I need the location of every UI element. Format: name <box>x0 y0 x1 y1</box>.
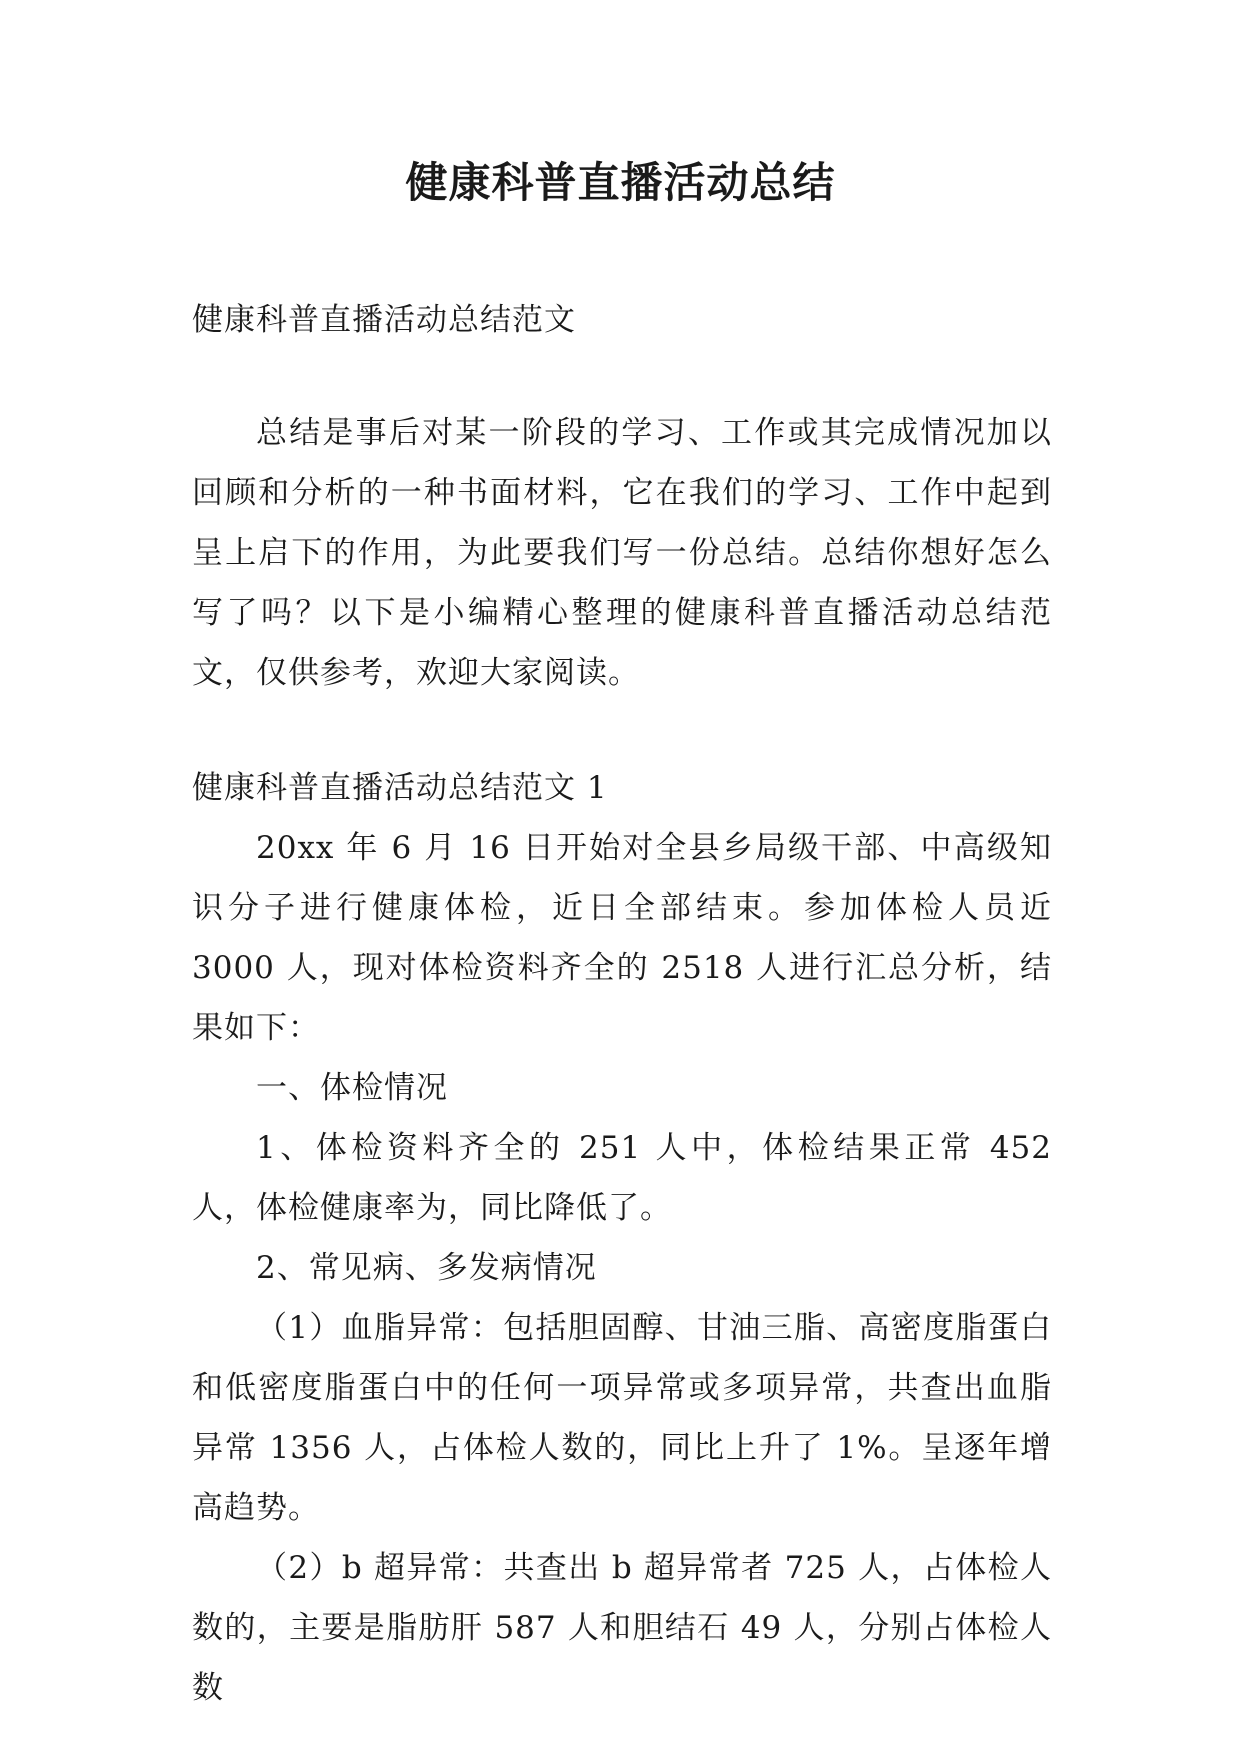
body-paragraph: 2、常见病、多发病情况 <box>256 1250 597 1286</box>
section-heading: 健康科普直播活动总结范文 1 <box>192 770 608 806</box>
body-paragraph: 20xx 年 6 月 16 日开始对全县乡局级干部、中高级知识分子进行健康体检，近日全部结束。参加体检人员近 3000 人，现对体检资料齐全的 2518 人进行汇总分析，结果如下： <box>192 830 1052 1046</box>
document-title: 健康科普直播活动总结 <box>405 158 836 207</box>
intro-paragraph: 总结是事后对某一阶段的学习、工作或其完成情况加以回顾和分析的一种书面材料，它在我们的学习、工作中起到呈上启下的作用，为此要我们写一份总结。总结你想好怎么写了吗？以下是小编精心整理的健康科普直播活动总结范文，仅供参考，欢迎大家阅读。 <box>192 415 1052 691</box>
body-paragraph: 1、体检资料齐全的 251 人中，体检结果正常 452 人，体检健康率为，同比降低了。 <box>192 1130 1052 1226</box>
subtitle-text: 健康科普直播活动总结范文 <box>192 302 576 338</box>
body-paragraph: （1）血脂异常：包括胆固醇、甘油三脂、高密度脂蛋白和低密度脂蛋白中的任何一项异常或多项异常，共查出血脂异常 1356 人，占体检人数的，同比上升了 1%。呈逐年增高趋势。 <box>192 1310 1052 1526</box>
body-paragraph: 一、体检情况 <box>256 1070 448 1106</box>
document-subtitle <box>192 290 1052 350</box>
section-block <box>192 758 1052 1718</box>
intro-block <box>192 403 1052 703</box>
body-paragraph: （2）b 超异常：共查出 b 超异常者 725 人，占体检人数的，主要是脂肪肝 587 人和胆结石 49 人，分别占体检人数 <box>192 1550 1052 1706</box>
